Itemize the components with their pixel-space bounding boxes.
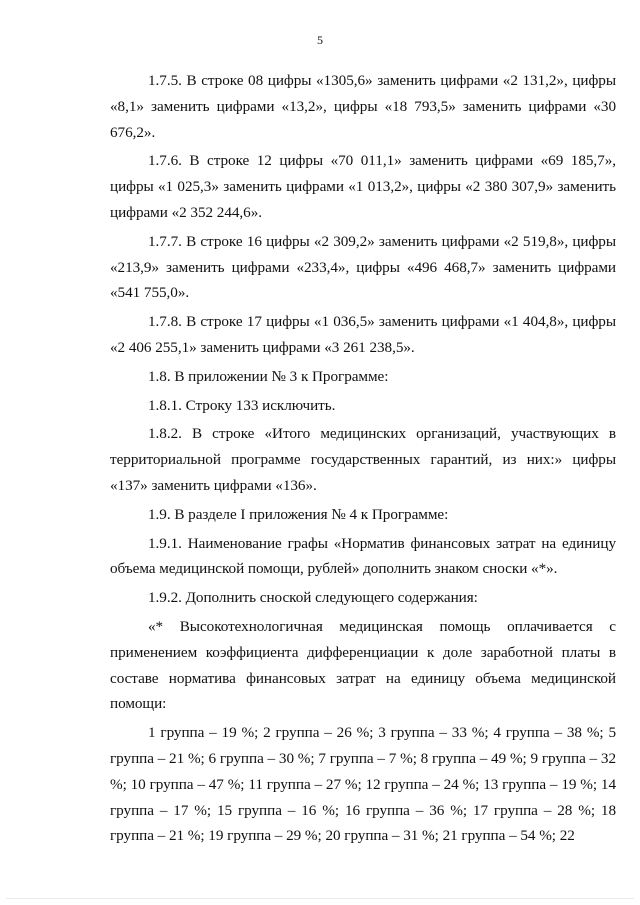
footnote-paragraph: «* Высокотехнологичная медицинская помощь оплачивается с применением коэффициента дифференциации к доле заработной платы в составе норматива финансовых затрат на единицу объема медицинской помощи:	[110, 617, 616, 713]
paragraph-1-7-7: 1.7.7. В строке 16 цифры «2 309,2» заменить цифрами «2 519,8», цифры «213,9» заменить цифрами «233,4», цифры «496 468,7» заменить цифрами «541 755,0».	[110, 232, 616, 302]
page-bottom-edge	[6, 898, 634, 899]
paragraph-1-9-1: 1.9.1. Наименование графы «Норматив финансовых затрат на единицу объема медицинской помощи, рублей» дополнить знаком сноски «*».	[110, 534, 616, 578]
paragraph-1-8: 1.8. В приложении № 3 к Программе:	[148, 367, 389, 385]
paragraph-1-8-2: 1.8.2. В строке «Итого медицинских организаций, участвующих в территориальной программе государственных гарантий, из них:» цифры «137» заменить цифрами «136».	[110, 425, 616, 494]
paragraph-1-9-2: 1.9.2. Дополнить сноской следующего содержания:	[148, 589, 478, 607]
paragraph-1-7-5: 1.7.5. В строке 08 цифры «1305,6» заменить цифрами «2 131,2», цифры «8,1» заменить цифрами «13,2», цифры «18 793,5» заменить цифрами «30 676,2».	[110, 72, 616, 141]
document-body	[110, 68, 616, 852]
page-number: 5	[317, 33, 323, 47]
paragraph-1-7-6: 1.7.6. В строке 12 цифры «70 011,1» заменить цифрами «69 185,7», цифры «1 025,3» заменить цифрами «1 013,2», цифры «2 380 307,9» заменить цифрами «2 352 244,6».	[110, 152, 616, 221]
paragraph-1-8-1: 1.8.1. Строку 133 исключить.	[148, 396, 336, 414]
paragraph-1-7-8: 1.7.8. В строке 17 цифры «1 036,5» заменить цифрами «1 404,8», цифры «2 406 255,1» заменить цифрами «3 261 238,5».	[110, 313, 616, 356]
group-coefficients-paragraph: 1 группа – 19 %; 2 группа – 26 %; 3 группа – 33 %; 4 группа – 38 %; 5 группа – 21 %; 6 группа – 30 %; 7 группа – 7 %; 8 группа – 49 %; 9 группа – 32 %; 10 группа – 47 %; 11 группа – 27 %; 12 группа – 24 %; 13 группа – 19 %; 14 группа – 17 %; 15 группа – 16 %; 16 группа – 36 %; 17 группа – 28 %; 18 группа – 21 %; 19 группа – 29 %; 20 группа – 31 %; 21 группа – 54 %; 22	[110, 724, 616, 845]
paragraph-1-9: 1.9. В разделе I приложения № 4 к Программе:	[148, 505, 449, 523]
